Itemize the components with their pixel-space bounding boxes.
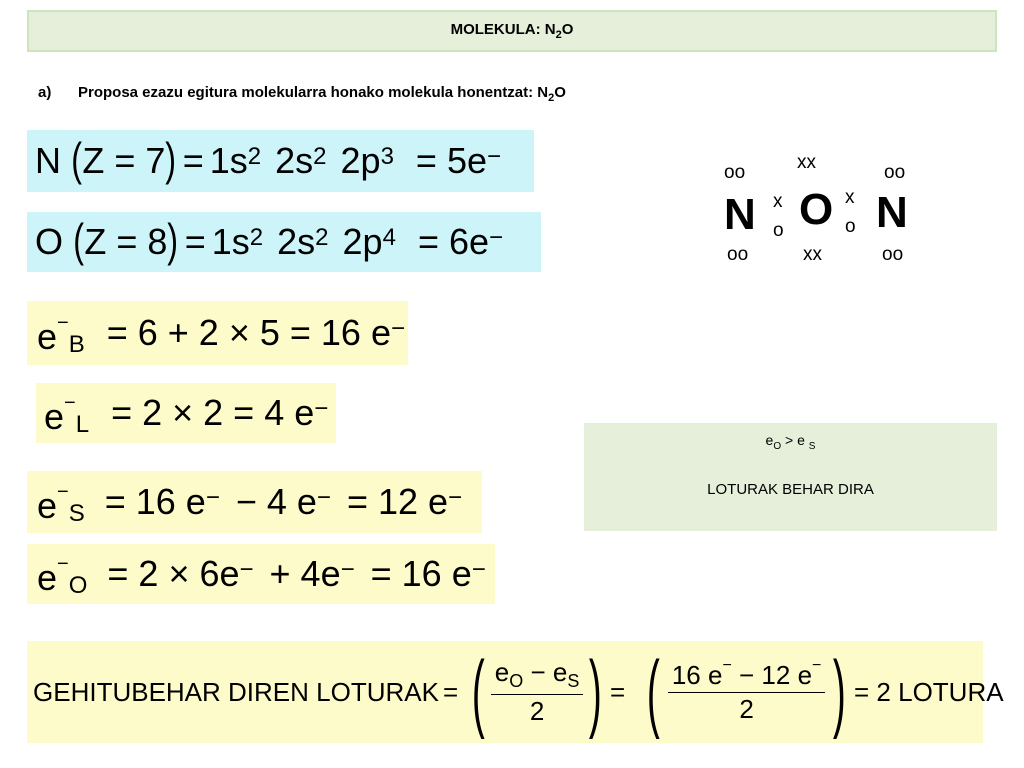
config-n-1s: 1s — [209, 140, 248, 181]
lewis-o-top-dots: xx — [797, 152, 816, 173]
lewis-bond2-bottom: o — [845, 216, 856, 237]
result-paren1-open: ( — [472, 644, 485, 740]
minus-sup: − — [471, 556, 486, 583]
lewis-atom-n2: N — [876, 188, 908, 237]
note-conclusion: LOTURAK BEHAR DIRA — [707, 481, 874, 498]
config-n-z: Z = 7 — [82, 140, 166, 181]
calc-eo-expr3: = 16 e — [370, 553, 472, 594]
config-o-z: Z = 8 — [84, 221, 168, 262]
minus-sup: − — [390, 315, 405, 342]
result-frac1 — [491, 656, 584, 728]
result-paren2-close: ) — [833, 644, 847, 740]
lewis-bond2-top: x — [845, 187, 855, 208]
calc-es — [27, 471, 482, 533]
lewis-atom-o: O — [799, 185, 834, 234]
config-o-element: O — [35, 221, 64, 262]
config-o-2p-exp: 4 — [382, 224, 396, 251]
minus-sup: − — [448, 484, 463, 511]
question-label: a) — [38, 84, 52, 101]
minus-sup: − — [316, 484, 331, 511]
config-n-2s-exp: 2 — [313, 143, 327, 170]
config-n-2s: 2s — [275, 140, 314, 181]
question-a — [38, 84, 566, 104]
paren-open: ( — [73, 214, 85, 266]
calc-es-expr1: = 16 e — [104, 481, 206, 522]
calc-eo-expr1: = 2 × 6e — [107, 553, 240, 594]
lewis-n2-top-dots: oo — [884, 162, 906, 183]
result-answer: = 2 LOTURA — [854, 676, 1004, 707]
lewis-n2-bottom-dots: oo — [882, 244, 904, 265]
config-n-element: N — [35, 140, 61, 181]
frac1-numerator: $e_O - e_S$ — [491, 656, 584, 695]
config-n — [27, 130, 534, 192]
minus-sup: − — [340, 556, 355, 583]
calc-el — [36, 383, 336, 443]
calc-eo-symbol: e − — [37, 553, 69, 598]
calc-es-expr2: − 4 e — [235, 481, 317, 522]
calc-eb-sub: B — [68, 331, 85, 358]
calc-eo-sub: O — [68, 572, 88, 599]
lewis-bond1-top: x — [773, 191, 783, 212]
config-o — [27, 212, 541, 272]
config-n-total: = 5e — [415, 140, 487, 181]
paren-close: ) — [167, 214, 179, 266]
lewis-n1-bottom-dots: oo — [727, 244, 749, 265]
calc-el-sub: L — [75, 411, 90, 438]
calc-es-symbol: e − — [37, 481, 69, 526]
lewis-bond1-bottom: o — [773, 220, 784, 241]
equals: = — [184, 221, 206, 262]
minus-sup: − — [205, 484, 220, 511]
lewis-o-bottom-dots: xx — [803, 244, 822, 265]
lewis-n1-top-dots: oo — [724, 162, 746, 183]
calc-eo-expr2: + 4e — [269, 553, 341, 594]
note-comparison: $e_O > e$ $_S$ — [765, 432, 816, 452]
config-n-2p-exp: 3 — [380, 143, 394, 170]
result-eq1: = — [442, 676, 459, 707]
config-o-1s-exp: 2 — [249, 224, 264, 251]
config-n-2p: 2p — [340, 140, 381, 181]
minus-sup: − — [239, 556, 254, 583]
title-text: MOLEKULA: $N_2O$ — [450, 21, 574, 41]
calc-eb-expr: = 6 + 2 × 5 = 16 e — [106, 312, 391, 353]
question-text: Proposa ezazu egitura molekularra honako molekula honentzat: $N_2O$ — [78, 84, 566, 104]
config-o-2s: 2s — [277, 221, 316, 262]
calc-es-expr3: = 12 e — [346, 481, 449, 522]
title-bar — [27, 10, 997, 52]
calc-eb — [27, 301, 408, 365]
calc-el-expr: = 2 × 2 = 4 e — [111, 392, 315, 433]
frac2-numerator: 16 e− − 12 e− — [668, 659, 826, 693]
result-paren1-close: ) — [589, 644, 603, 740]
config-o-2p: 2p — [342, 221, 383, 262]
calc-eb-symbol: e − — [37, 312, 69, 357]
calc-el-symbol: e − — [44, 392, 76, 437]
result-eq2: = — [610, 676, 626, 707]
minus-sup: − — [489, 224, 504, 251]
config-o-2s-exp: 2 — [315, 224, 329, 251]
config-o-1s: 1s — [211, 221, 250, 262]
config-o-total: = 6e — [417, 221, 490, 262]
equals: = — [182, 140, 204, 181]
paren-close: ) — [165, 133, 177, 185]
paren-open: ( — [71, 133, 83, 185]
config-n-1s-exp: 2 — [247, 143, 262, 170]
calc-es-sub: S — [68, 500, 85, 527]
result-frac2 — [668, 659, 826, 725]
result-paren2-open: ( — [647, 644, 660, 740]
lewis-atom-n1: N — [724, 190, 756, 239]
calc-eo — [27, 544, 495, 604]
result-equation — [27, 641, 1004, 743]
frac1-denominator: 2 — [529, 696, 545, 727]
result-label: GEHITUBEHAR DIREN LOTURAK — [33, 676, 439, 707]
frac2-denominator: 2 — [739, 693, 754, 724]
minus-sup: − — [487, 143, 502, 170]
minus-sup: − — [314, 395, 329, 422]
